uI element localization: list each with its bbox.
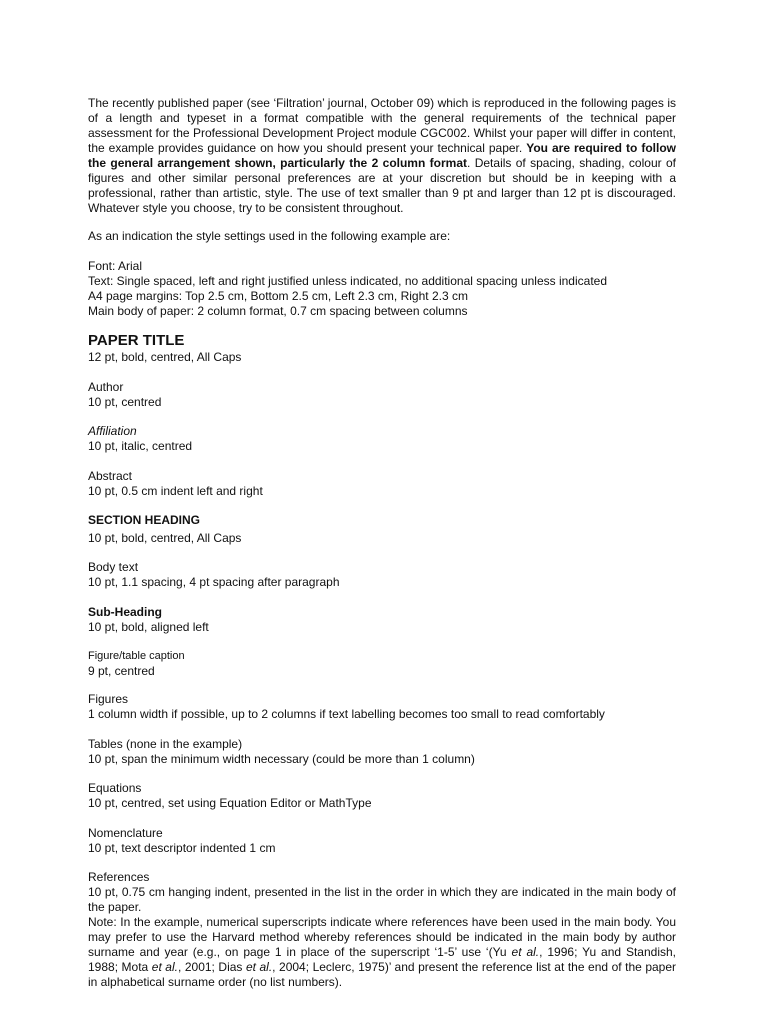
paper-title-value: 12 pt, bold, centred, All Caps (88, 350, 242, 364)
setting-font: Font: Arial (88, 259, 143, 273)
setting-main-body: Main body of paper: 2 column format, 0.7 cm spacing between columns (88, 304, 468, 318)
setting-text: Text: Single spaced, left and right justified unless indicated, no additional spacing unless indicated (88, 274, 607, 288)
setting-margins: A4 page margins: Top 2.5 cm, Bottom 2.5 cm, Left 2.3 cm, Right 2.3 cm (88, 289, 468, 303)
intro-text-rest: . Details of spacing, shading, colour of figures and other similar personal preferences are at your discretion but should be in keeping with a professional, rather than artistic, style. The use of text smaller than 9 pt and larger than 12 pt is discouraged. Whatever style you choose, try to be consistent throughout. (88, 156, 676, 215)
section-heading-value: 10 pt, bold, centred, All Caps (88, 531, 242, 545)
style-caption (88, 649, 676, 679)
style-author (88, 380, 676, 410)
paper-title-label: PAPER TITLE (88, 332, 185, 349)
style-indication-paragraph: As an indication the style settings used in the following example are: (88, 229, 451, 243)
body-text-value: 10 pt, 1.1 spacing, 4 pt spacing after paragraph (88, 575, 340, 589)
intro-paragraph (88, 96, 676, 216)
style-figures (88, 692, 676, 722)
style-nomenclature (88, 826, 676, 856)
author-label: Author (88, 380, 124, 394)
references-note: Note: In the example, numerical superscripts indicate where references have been used in the main body. You may prefer to use the Harvard method whereby references should be indicated in the main body by author surname and year (e.g., on page 1 in place of the superscript ‘1-5’ use ‘(Yu et al., 1996; Yu and Standish, 1988; Mota et al., 2001; Dias et al., 2004; Leclerc, 1975)’ and present the reference list at the end of the paper in alphabetical surname order (no list numbers). (88, 915, 677, 989)
style-affiliation (88, 424, 676, 454)
sub-heading-value: 10 pt, bold, aligned left (88, 620, 209, 634)
equations-label: Equations (88, 781, 142, 795)
affiliation-value: 10 pt, italic, centred (88, 439, 193, 453)
references-value: 10 pt, 0.75 cm hanging indent, presented in the list in the order in which they are indicated in the main body of the paper. (88, 885, 676, 914)
section-heading-label: SECTION HEADING (88, 513, 201, 527)
body-text-label: Body text (88, 560, 139, 574)
intro-bold-requirement: You are required to follow the general arrangement shown, particularly the 2 column format (88, 141, 676, 170)
style-tables (88, 737, 676, 767)
abstract-label: Abstract (88, 469, 133, 483)
nomenclature-value: 10 pt, text descriptor indented 1 cm (88, 841, 276, 855)
figures-value: 1 column width if possible, up to 2 columns if text labelling becomes too small to read comfortably (88, 707, 605, 721)
style-paper-title (88, 332, 676, 365)
style-equations (88, 781, 676, 811)
nomenclature-label: Nomenclature (88, 826, 163, 840)
style-references (88, 870, 676, 990)
intro-text: The recently published paper (see ‘Filtration’ journal, October 09) which is reproduced in the following pages is of a length and typeset in a format compatible with the general requirements of the technical paper assessment for the Professional Development Project module CGC002. Whilst your paper will differ in content, the example provides guidance on how you should present your technical paper. (88, 96, 676, 155)
sub-heading-label: Sub-Heading (88, 605, 162, 619)
caption-value: 9 pt, centred (88, 664, 155, 678)
figures-label: Figures (88, 692, 129, 706)
references-label: References (88, 870, 150, 884)
author-value: 10 pt, centred (88, 395, 162, 409)
style-section-heading (88, 513, 676, 546)
equations-value: 10 pt, centred, set using Equation Editor or MathType (88, 796, 372, 810)
affiliation-label: Affiliation (88, 424, 137, 438)
style-body-text (88, 560, 676, 590)
tables-label: Tables (none in the example) (88, 737, 243, 751)
style-settings-list (88, 259, 676, 319)
style-sub-heading (88, 605, 676, 635)
caption-label: Figure/table caption (88, 650, 185, 662)
abstract-value: 10 pt, 0.5 cm indent left and right (88, 484, 263, 498)
tables-value: 10 pt, span the minimum width necessary (could be more than 1 column) (88, 752, 475, 766)
style-abstract (88, 469, 676, 499)
